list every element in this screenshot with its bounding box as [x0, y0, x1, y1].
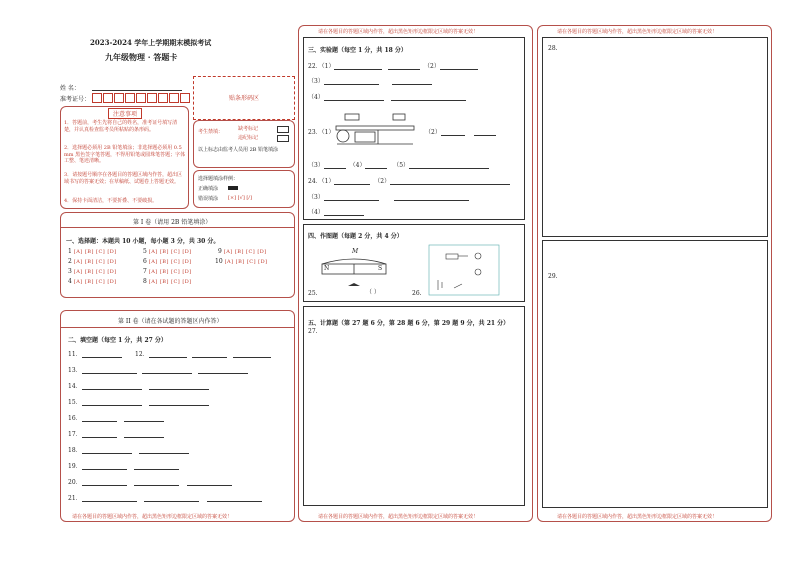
choice-options-6[interactable]: [A] [B] [C] [D]: [148, 259, 192, 265]
choice-options-1[interactable]: [A] [B] [C] [D]: [73, 249, 117, 255]
q17-row: 17．: [68, 429, 164, 438]
q27-label: 27.: [308, 328, 318, 335]
q24-4-row: （4）: [308, 207, 364, 216]
q23-2-row: （2）: [425, 127, 496, 136]
wrong-fill-label: 错误填涂: [198, 196, 219, 202]
q28-label: 28.: [548, 45, 558, 52]
choice-row-7: 7 [A] [B] [C] [D]: [143, 268, 192, 275]
marks-label: 考生禁填：: [198, 129, 224, 135]
q20-row: 20．: [68, 477, 232, 486]
circuit-figure: [428, 244, 500, 296]
magnet-n-label: N: [324, 265, 330, 272]
choice-row-9: 9 [A] [B] [C] [D]: [218, 248, 267, 255]
warning-col1: 请在各题目的答题区域内作答，超出黑色矩形边框限定区域的答案无效！: [72, 514, 233, 520]
q14-row: 14．: [68, 381, 209, 390]
part2-section: 二、填空题（每空 1 分，共 27 分）: [68, 337, 167, 344]
choice-row-6: 6 [A] [B] [C] [D]: [143, 258, 192, 265]
choice-row-8: 8 [A] [B] [C] [D]: [143, 278, 192, 285]
id-boxes[interactable]: [92, 93, 190, 103]
barcode-label: 贴条形码区: [228, 95, 259, 102]
choice-row-3: 3 [A] [B] [C] [D]: [68, 268, 117, 275]
q25-label: 25.: [308, 290, 318, 297]
violation-mark-box[interactable]: [277, 135, 289, 142]
id-label: 准考证号：: [60, 96, 91, 103]
notice-item-1: 1．答题前，考生先将自己的姓名，准考证号填写清楚，并认真检查监考员所粘贴的条形码。: [64, 120, 178, 133]
choice-options-4[interactable]: [A] [B] [C] [D]: [73, 279, 117, 285]
q18-row: 18．: [68, 445, 189, 454]
q13-row: 13．: [68, 365, 248, 374]
choice-options-8[interactable]: [A] [B] [C] [D]: [148, 279, 192, 285]
q24-row: 24．（1） （2）: [308, 176, 510, 185]
q28-box: [542, 37, 768, 237]
exam-title: 2023-2024 学年上学期期末模拟考试: [90, 38, 212, 47]
draw-title: 四、作图题（每题 2 分，共 4 分）: [308, 233, 403, 240]
calc-box: [303, 306, 525, 506]
q22-row: 22．（1） （2）: [308, 61, 478, 70]
q24-3-row: （3）: [308, 192, 469, 201]
warning-col2-top: 请在各题目的答题区域内作答，超出黑色矩形边框限定区域的答案无效！: [318, 29, 479, 35]
name-label: 姓 名：: [60, 85, 80, 92]
choice-options-5[interactable]: [A] [B] [C] [D]: [148, 249, 192, 255]
exp-title: 三、实验题（每空 1 分，共 18 分）: [308, 47, 407, 54]
choice-row-10: 10 [A] [B] [C] [D]: [215, 258, 268, 265]
q29-box: [542, 240, 768, 508]
warning-col3-bottom: 请在各题目的答题区域内作答，超出黑色矩形边框限定区域的答案无效！: [557, 514, 718, 520]
violation-mark-label: 违纪标记: [238, 135, 259, 141]
warning-col2-bottom: 请在各题目的答题区域内作答，超出黑色矩形边框限定区域的答案无效！: [318, 514, 479, 520]
choice-options-2[interactable]: [A] [B] [C] [D]: [73, 259, 117, 265]
choice-row-1: 1 [A] [B] [C] [D]: [68, 248, 117, 255]
notice-item-4: 4．保持卡面清洁，不要折叠、不要破损。: [64, 198, 158, 204]
magnet-m-label: M: [352, 248, 359, 255]
choice-options-10[interactable]: [A] [B] [C] [D]: [224, 259, 268, 265]
q29-label: 29.: [548, 273, 558, 280]
q16-row: 16．: [68, 413, 164, 422]
part1-title: 第 I 卷（请用 2B 铅笔填涂）: [133, 219, 212, 226]
barcode-area: [193, 76, 295, 120]
missing-mark-label: 缺考标记: [238, 126, 259, 132]
q25-answer[interactable]: （ ）: [366, 289, 380, 296]
calc-title: 五、计算题（第 27 题 6 分，第 28 题 6 分，第 29 题 9 分，共 21 分）: [308, 320, 510, 327]
correct-fill-mark: [228, 186, 238, 190]
choice-options-7[interactable]: [A] [B] [C] [D]: [148, 269, 192, 275]
warning-col3-top: 请在各题目的答题区域内作答，超出黑色矩形边框限定区域的答案无效！: [557, 29, 718, 35]
wrong-fill-marks: [×] [√] [/]: [228, 195, 252, 201]
q23-row: 23．（1）: [308, 129, 335, 136]
choice-options-9[interactable]: [A] [B] [C] [D]: [223, 249, 267, 255]
notice-item-3: 3．请按题号顺序在各题目的答题区域内作答，超出区域书写的答案无效；在草稿纸、试题卷上答题无效。: [64, 172, 183, 185]
missing-mark-box[interactable]: [277, 126, 289, 133]
notice-title: 注意事项: [108, 108, 142, 119]
choice-options-3[interactable]: [A] [B] [C] [D]: [73, 269, 117, 275]
q11-row: 11．: [68, 349, 122, 358]
correct-fill-label: 正确填涂: [198, 186, 219, 192]
name-field[interactable]: [92, 82, 182, 91]
magnet-s-label: S: [378, 265, 383, 272]
notice-item-2: 2．选择题必须用 2B 铅笔填涂；非选择题必须用 0.5 mm 黑色签字笔答题，不得用铅笔或圆珠笔答题；字体工整、笔迹清晰。: [64, 145, 186, 164]
q22-3-row: （3）: [308, 76, 432, 85]
q22-4-row: （4）: [308, 92, 466, 101]
q23-345-row: （3） （4） （5）: [308, 160, 489, 169]
q12-row: 12．: [135, 349, 271, 358]
q26-label: 26.: [412, 290, 422, 297]
experiment-apparatus-figure: [333, 110, 418, 148]
marks-note: 以上标志由监考人员用 2B 铅笔填涂: [198, 147, 279, 153]
q19-row: 19．: [68, 461, 179, 470]
choice-row-4: 4 [A] [B] [C] [D]: [68, 278, 117, 285]
q15-row: 15．: [68, 397, 209, 406]
fill-example-title: 选择题填涂样例：: [198, 176, 239, 182]
part1-section: 一、选择题：本题共 10 小题，每小题 3 分，共 30 分。: [66, 238, 220, 245]
choice-row-5: 5 [A] [B] [C] [D]: [143, 248, 192, 255]
q21-row: 21．: [68, 493, 262, 502]
part2-title: 第 II 卷（请在各试题的答题区内作答）: [118, 318, 223, 325]
choice-row-2: 2 [A] [B] [C] [D]: [68, 258, 117, 265]
exam-subtitle: 九年级物理 · 答题卡: [105, 52, 178, 62]
